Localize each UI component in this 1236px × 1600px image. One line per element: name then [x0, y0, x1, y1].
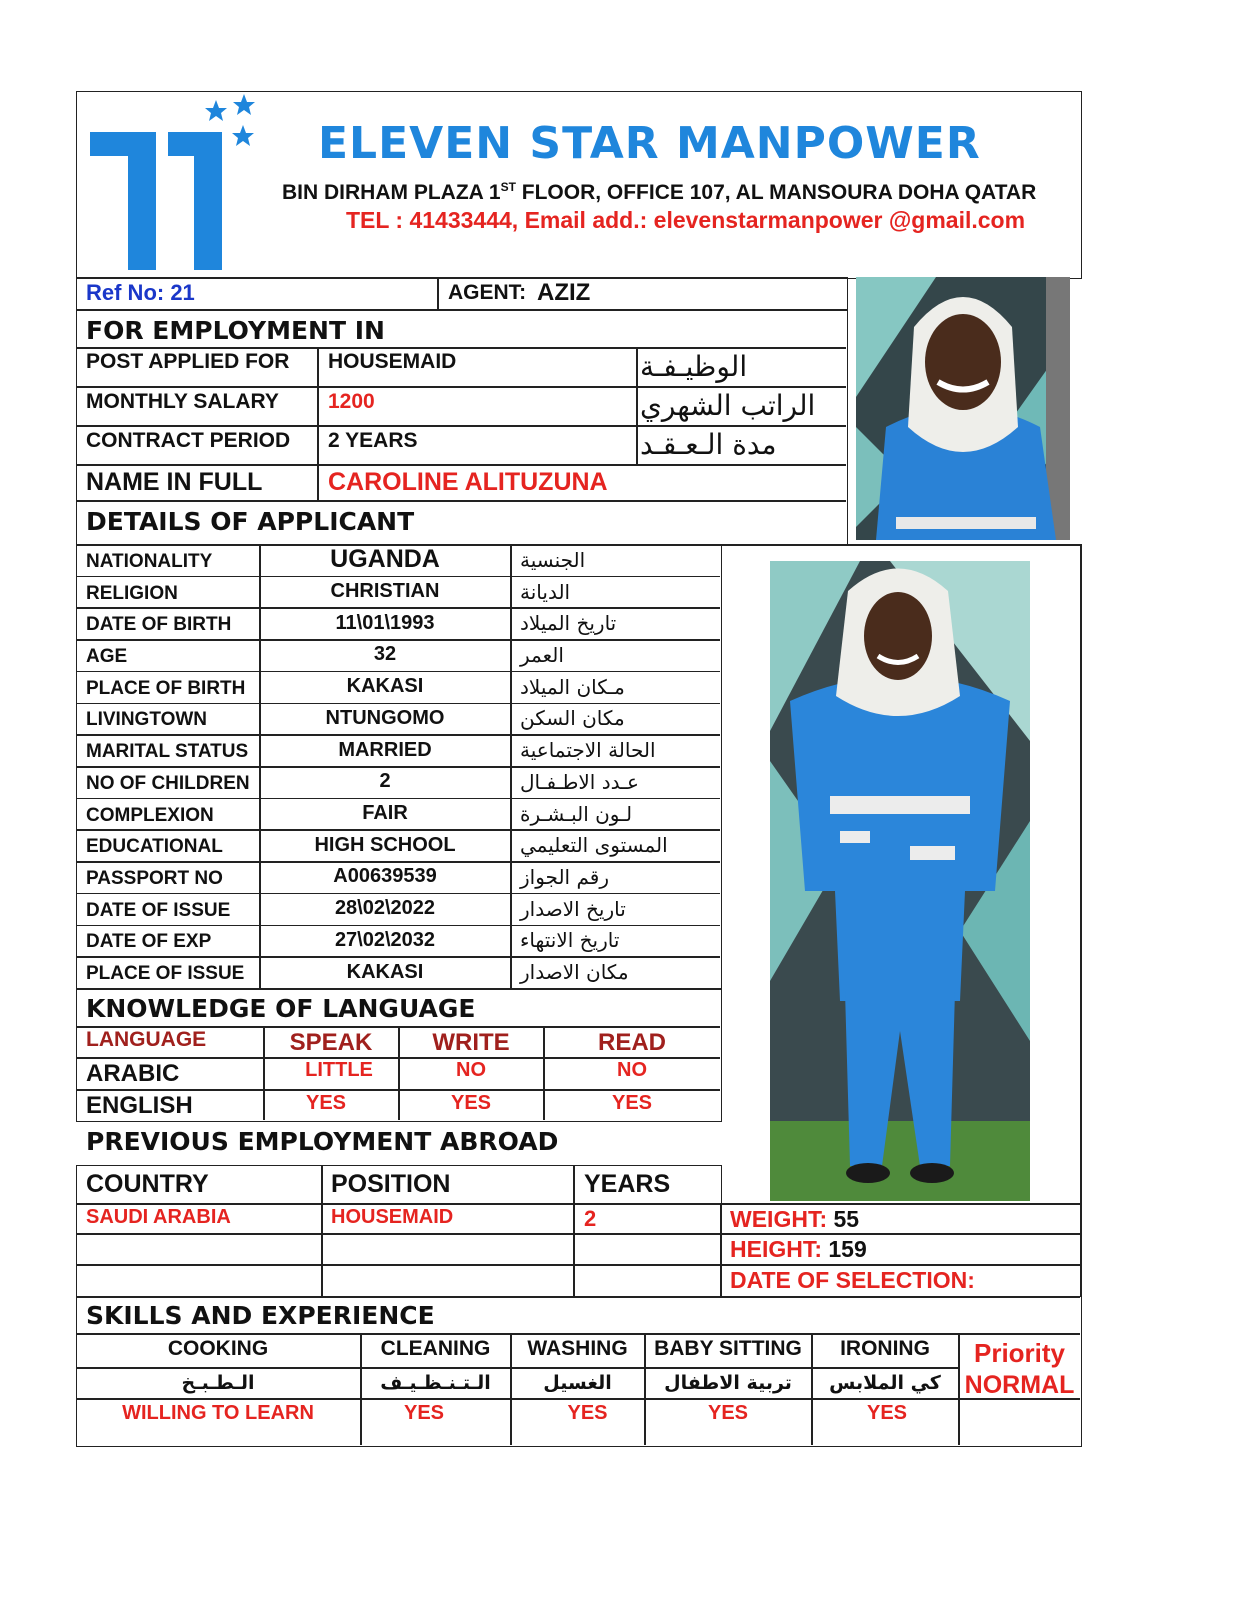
detail-label: AGE: [86, 645, 128, 667]
priority-label: Priority: [973, 1337, 1066, 1368]
detail-value: KAKASI: [346, 675, 424, 698]
detail-value: FAIR: [362, 802, 408, 825]
detail-value: A00639539: [333, 865, 437, 888]
prev-country: SAUDI ARABIA: [86, 1205, 231, 1228]
detail-label: COMPLEXION: [86, 804, 214, 826]
detail-arabic: مكان السكن: [520, 706, 625, 731]
detail-label: NATIONALITY: [86, 550, 213, 572]
detail-arabic: تاريخ الاصدار: [520, 896, 626, 921]
detail-label: RELIGION: [86, 582, 178, 604]
detail-arabic: تاريخ الانتهاء: [520, 928, 620, 953]
skill-babysitting-arabic: تربية الاطفال: [664, 1371, 792, 1394]
detail-arabic: الحالة الاجتماعية: [520, 738, 656, 763]
height-field: [730, 1234, 867, 1265]
lang-header-write: WRITE: [432, 1028, 510, 1056]
detail-label: DATE OF ISSUE: [86, 899, 231, 921]
weight-label: WEIGHT:: [730, 1205, 828, 1232]
skill-babysitting-value: YES: [707, 1401, 749, 1424]
company-name: ELEVEN STAR MANPOWER: [318, 118, 981, 169]
detail-arabic: مـكان الميلاد: [520, 674, 625, 699]
detail-arabic: مكان الاصدار: [520, 960, 629, 985]
weight-field: [730, 1204, 859, 1234]
address-part-1: BIN DIRHAM PLAZA 1: [282, 181, 501, 204]
detail-label: LIVINGTOWN: [86, 709, 208, 731]
post-value: HOUSEMAID: [328, 350, 457, 373]
address-sup: ST: [500, 180, 516, 194]
details-heading: DETAILS OF APPLICANT: [86, 506, 415, 536]
detail-value: 28\02\2022: [334, 897, 436, 920]
detail-value: 32: [373, 643, 397, 666]
agent-value: AZIZ: [537, 279, 591, 306]
skill-cleaning: CLEANING: [380, 1336, 491, 1360]
lang-arabic-speak: LITTLE: [305, 1058, 373, 1081]
salary-arabic: الراتب الشهري: [640, 389, 816, 422]
detail-value: HIGH SCHOOL: [314, 833, 456, 856]
detail-label: PLACE OF ISSUE: [86, 963, 245, 985]
skill-cooking-value: WILLING TO LEARN: [122, 1401, 314, 1424]
skill-washing-arabic: الغسيل: [543, 1371, 612, 1394]
detail-value: KAKASI: [346, 960, 424, 983]
detail-label: PLACE OF BIRTH: [86, 677, 246, 699]
lang-arabic-name: ARABIC: [86, 1059, 180, 1087]
skill-washing: WASHING: [527, 1336, 628, 1360]
lang-header-language: LANGUAGE: [86, 1028, 207, 1051]
skill-cooking: COOKING: [167, 1336, 269, 1360]
company-address: [282, 180, 1036, 205]
salary-label: MONTHLY SALARY: [86, 390, 279, 413]
applicant-photo-full: [770, 561, 1030, 1201]
detail-arabic: الجنسية: [520, 547, 586, 572]
detail-label: DATE OF EXP: [86, 931, 212, 953]
prev-position: HOUSEMAID: [331, 1205, 454, 1228]
prev-years: 2: [584, 1206, 597, 1231]
post-label: POST APPLIED FOR: [86, 350, 290, 373]
language-heading: KNOWLEDGE OF LANGUAGE: [86, 993, 476, 1023]
lang-header-read: READ: [597, 1028, 666, 1056]
detail-label: MARITAL STATUS: [86, 741, 249, 763]
lang-english-write: YES: [450, 1091, 492, 1114]
company-contact: TEL : 41433444, Email add.: elevenstarmanpower @gmail.com: [346, 207, 1026, 233]
height-label: HEIGHT:: [730, 1236, 822, 1262]
address-part-2: FLOOR, OFFICE 107, AL MANSOURA DOHA QATAR: [515, 181, 1037, 204]
prev-header-position: POSITION: [331, 1170, 451, 1198]
detail-arabic: العمر: [520, 642, 564, 667]
detail-value: MARRIED: [338, 738, 432, 761]
contract-label: CONTRACT PERIOD: [86, 429, 291, 452]
skill-babysitting: BABY SITTING: [654, 1336, 802, 1360]
skill-cleaning-value: YES: [403, 1401, 445, 1424]
company-logo: [86, 92, 266, 272]
detail-value: 2: [379, 770, 391, 793]
lang-english-name: ENGLISH: [86, 1091, 193, 1119]
detail-label: DATE OF BIRTH: [86, 614, 232, 636]
employment-heading: FOR EMPLOYMENT IN: [86, 315, 385, 345]
prev-header-country: COUNTRY: [86, 1170, 209, 1198]
skill-ironing-value: YES: [866, 1401, 908, 1424]
previous-heading: PREVIOUS EMPLOYMENT ABROAD: [86, 1126, 559, 1156]
salary-value: 1200: [328, 390, 375, 413]
detail-arabic: لـون البـشـرة: [520, 801, 633, 826]
detail-value: NTUNGOMO: [325, 706, 445, 729]
detail-label: EDUCATIONAL: [86, 836, 223, 858]
weight-value: 55: [833, 1205, 860, 1232]
lang-header-speak: SPEAK: [289, 1028, 373, 1056]
contract-value: 2 YEARS: [328, 429, 418, 452]
ref-number: Ref No: 21: [86, 280, 195, 305]
detail-label: NO OF CHILDREN: [86, 772, 250, 794]
skill-cooking-arabic: الـطـبـخ: [181, 1371, 255, 1394]
detail-arabic: تاريخ الميلاد: [520, 611, 617, 636]
selection-date-label: DATE OF SELECTION:: [730, 1267, 975, 1293]
skill-washing-value: YES: [567, 1401, 608, 1424]
detail-label: PASSPORT NO: [86, 867, 223, 889]
skill-ironing: IRONING: [840, 1336, 930, 1360]
post-arabic: الوظيـفـة: [640, 350, 748, 383]
detail-arabic: المستوى التعليمي: [520, 833, 668, 858]
priority-value: NORMAL: [964, 1370, 1075, 1399]
agent-label: AGENT:: [448, 281, 527, 304]
skills-heading: SKILLS AND EXPERIENCE: [86, 1300, 435, 1330]
lang-english-read: YES: [611, 1091, 653, 1114]
lang-english-speak: YES: [305, 1091, 347, 1114]
detail-arabic: رقم الجواز: [520, 864, 609, 889]
full-name-label: NAME IN FULL: [86, 468, 263, 496]
detail-arabic: الديانة: [520, 579, 571, 604]
detail-value: UGANDA: [330, 545, 440, 574]
lang-arabic-write: NO: [456, 1058, 486, 1081]
detail-value: 11\01\1993: [335, 611, 435, 634]
lang-arabic-read: NO: [617, 1058, 647, 1081]
detail-value: 27\02\2032: [334, 928, 436, 951]
full-name-value: CAROLINE ALITUZUNA: [328, 468, 608, 496]
detail-value: CHRISTIAN: [330, 580, 440, 603]
contract-arabic: مدة الـعـقـد: [640, 428, 777, 461]
detail-arabic: عـدد الاطـفـال: [520, 769, 639, 794]
skill-ironing-arabic: كي الملابس: [829, 1371, 941, 1394]
applicant-photo-portrait: [856, 277, 1070, 540]
skill-cleaning-arabic: الـتـنـظـيـف: [380, 1371, 491, 1394]
height-value: 159: [828, 1236, 867, 1262]
prev-header-years: YEARS: [584, 1170, 671, 1198]
